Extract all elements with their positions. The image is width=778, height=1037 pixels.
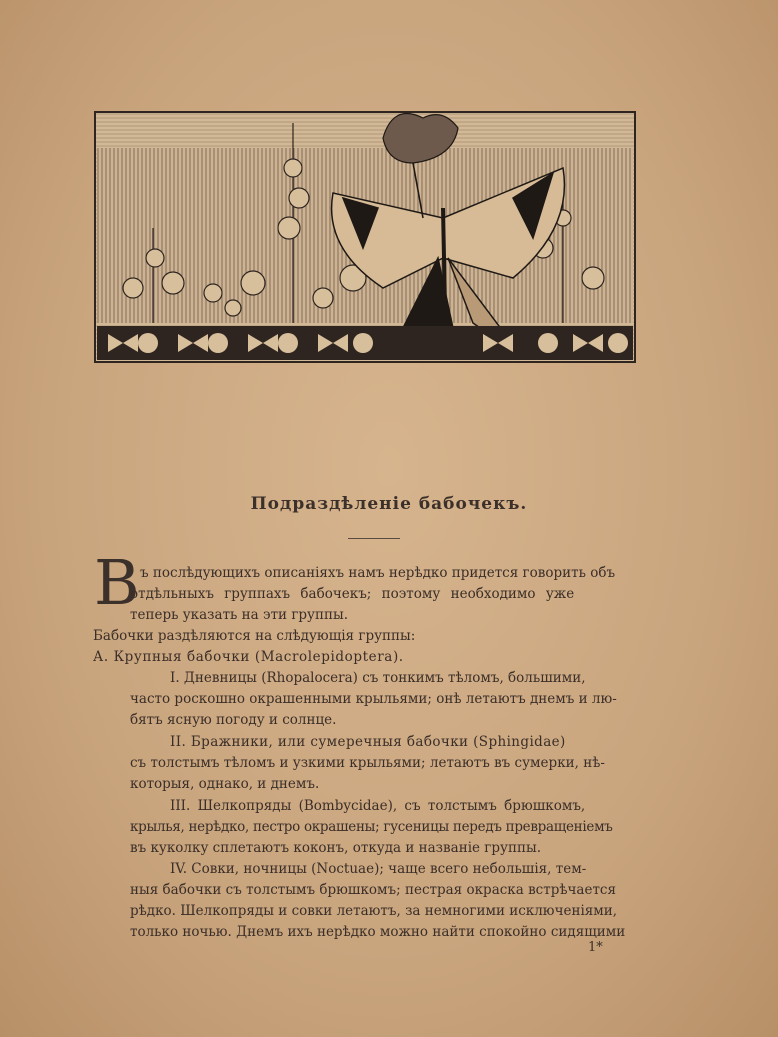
text-line: Бабочки раздѣляются на слѣдующія группы: (93, 628, 416, 644)
drop-capital: В (94, 546, 140, 619)
text-line: I. Дневницы (Rhopalocera) съ тонкимъ тѣломъ, большими, (170, 670, 586, 686)
text-line: теперь указать на эти группы. (130, 607, 349, 623)
page-number: 1* (588, 940, 603, 955)
text-line: часто роскошно окрашенными крыльями; онѣ летаютъ днемъ и лю- (130, 691, 617, 707)
text-line: въ куколку сплетаютъ коконъ, откуда и названіе группы. (130, 840, 541, 856)
title-divider (348, 538, 400, 539)
text-line: ъ послѣдующихъ описаніяхъ намъ нерѣдко придется говорить объ (140, 565, 616, 581)
butterfly-engraving (93, 108, 638, 376)
text-line: А. Крупныя бабочки (Macrolepidoptera). (93, 649, 404, 665)
text-line: бятъ ясную погоду и солнце. (130, 712, 337, 728)
text-line: рѣдко. Шелкопряды и совки летаютъ, за немногими исключеніями, (130, 903, 618, 919)
text-line: IV. Совки, ночницы (Noctuae); чаще всего небольшія, тем- (170, 861, 587, 877)
text-line: ныя бабочки съ толстымъ брюшкомъ; пестрая окраска встрѣчается (130, 882, 616, 898)
text-line: съ толстымъ тѣломъ и узкими крыльями; летаютъ въ сумерки, нѣ- (130, 755, 605, 771)
engraving-image (93, 108, 638, 376)
chapter-title: Подраздѣленіе бабочекъ. (250, 494, 528, 514)
text-line: только ночью. Днемъ ихъ нерѣдко можно найти спокойно сидящими (130, 924, 626, 940)
text-line: II. Бражники, или сумеречныя бабочки (Sphingidae) (170, 734, 566, 750)
text-line: крылья, нерѣдко, пестро окрашены; гусеницы передъ превращеніемъ (130, 819, 613, 835)
text-line: которыя, однако, и днемъ. (130, 776, 320, 792)
text-line: III. Шелкопряды (Bombycidae), съ толстымъ брюшкомъ, (170, 798, 586, 814)
text-line: отдѣльныхъ группахъ бабочекъ; поэтому необходимо уже (130, 586, 575, 602)
